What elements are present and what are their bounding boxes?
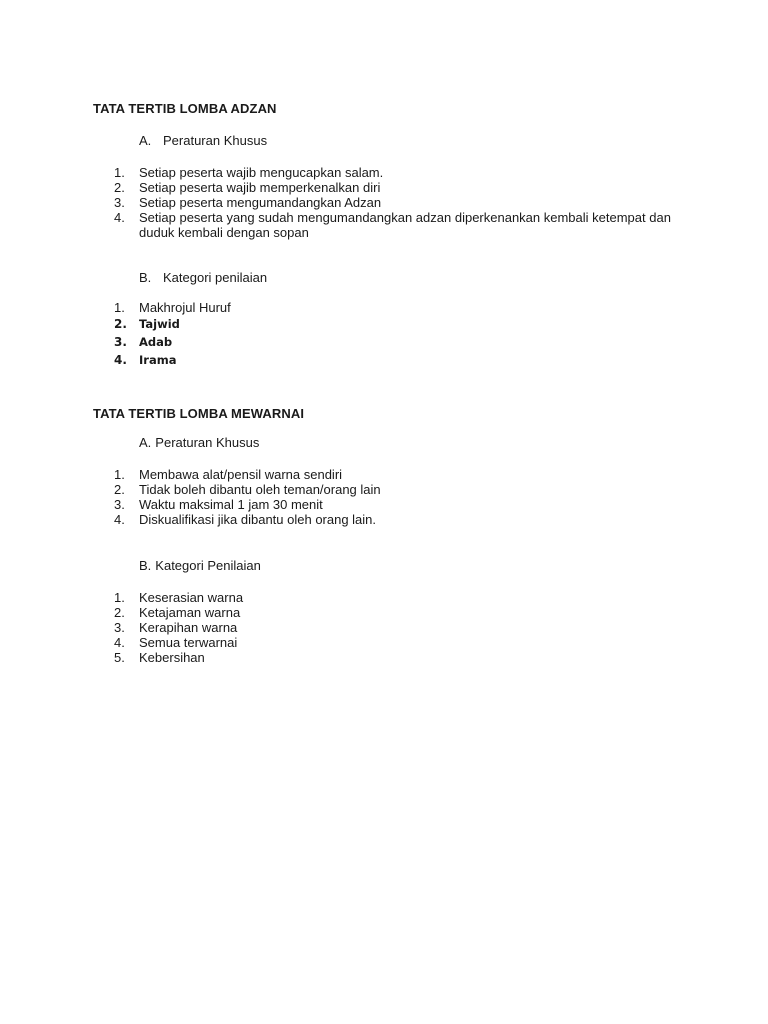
list-number: 3. bbox=[114, 497, 125, 512]
list-text: Setiap peserta mengumandangkan Adzan bbox=[139, 195, 382, 210]
mewarnai-criteria-list bbox=[114, 590, 699, 665]
subheading-label: Peraturan Khusus bbox=[163, 133, 268, 148]
list-item bbox=[114, 180, 699, 195]
list-text: Ketajaman warna bbox=[139, 605, 241, 620]
list-item bbox=[114, 351, 699, 369]
list-item bbox=[114, 590, 699, 605]
list-text: Tajwid bbox=[139, 317, 180, 331]
subheading-letter: A. bbox=[139, 133, 152, 148]
list-number: 1. bbox=[114, 300, 125, 315]
list-item bbox=[114, 650, 699, 665]
list-item bbox=[114, 497, 699, 512]
list-number: 2. bbox=[114, 180, 125, 195]
list-text: Irama bbox=[139, 353, 177, 367]
list-item bbox=[114, 605, 699, 620]
subheading-kategori-penilaian-mewarnai bbox=[139, 558, 261, 573]
list-number: 1. bbox=[114, 590, 125, 605]
list-item bbox=[114, 620, 699, 635]
list-text: Diskualifikasi jika dibantu oleh orang lain. bbox=[139, 512, 377, 527]
list-number: 3. bbox=[114, 620, 125, 635]
list-text: Kebersihan bbox=[139, 650, 205, 665]
list-item bbox=[114, 482, 699, 497]
list-number: 2. bbox=[114, 317, 127, 331]
list-number: 3. bbox=[114, 195, 125, 210]
list-number: 1. bbox=[114, 467, 125, 482]
subheading-peraturan-khusus-adzan bbox=[139, 133, 267, 148]
section-title-adzan: TATA TERTIB LOMBA ADZAN bbox=[93, 101, 277, 116]
list-number: 2. bbox=[114, 605, 125, 620]
subheading-label: Kategori Penilaian bbox=[155, 558, 261, 573]
mewarnai-rules-list bbox=[114, 467, 699, 527]
subheading-letter: B. bbox=[139, 558, 152, 573]
list-text: Keserasian warna bbox=[139, 590, 244, 605]
list-text: Kerapihan warna bbox=[139, 620, 238, 635]
list-number: 2. bbox=[114, 482, 125, 497]
list-text: Makhrojul Huruf bbox=[139, 300, 231, 315]
list-text: Setiap peserta wajib memperkenalkan diri bbox=[139, 180, 381, 195]
list-number: 4. bbox=[114, 635, 125, 650]
list-item bbox=[114, 512, 699, 527]
list-number: 4. bbox=[114, 353, 127, 367]
list-text: Tidak boleh dibantu oleh teman/orang lain bbox=[139, 482, 381, 497]
subheading-letter: B. bbox=[139, 270, 152, 285]
list-number: 3. bbox=[114, 335, 127, 349]
list-text: Waktu maksimal 1 jam 30 menit bbox=[139, 497, 323, 512]
subheading-kategori-penilaian-adzan bbox=[139, 270, 267, 285]
list-text: Semua terwarnai bbox=[139, 635, 238, 650]
adzan-rules-list bbox=[114, 165, 699, 240]
list-number: 4. bbox=[114, 210, 125, 225]
subheading-label: Kategori penilaian bbox=[163, 270, 268, 285]
list-item bbox=[114, 210, 699, 240]
subheading-peraturan-khusus-mewarnai bbox=[139, 435, 259, 450]
list-item bbox=[114, 467, 699, 482]
adzan-criteria-list bbox=[114, 300, 699, 369]
list-number: 1. bbox=[114, 165, 125, 180]
list-text: Membawa alat/pensil warna sendiri bbox=[139, 467, 343, 482]
list-item bbox=[114, 165, 699, 180]
list-number: 4. bbox=[114, 512, 125, 527]
section-title-mewarnai: TATA TERTIB LOMBA MEWARNAI bbox=[93, 406, 305, 421]
list-number: 5. bbox=[114, 650, 125, 665]
list-text: Adab bbox=[139, 335, 173, 349]
subheading-label: Peraturan Khusus bbox=[155, 435, 260, 450]
list-text: Setiap peserta yang sudah mengumandangkan adzan diperkenankan kembali ketempat dan duduk kembali dengan sopan bbox=[139, 210, 671, 240]
list-item bbox=[114, 300, 699, 315]
subheading-letter: A. bbox=[139, 435, 152, 450]
list-item bbox=[114, 195, 699, 210]
list-item bbox=[114, 315, 699, 333]
list-item bbox=[114, 635, 699, 650]
list-text: Setiap peserta wajib mengucapkan salam. bbox=[139, 165, 384, 180]
list-item bbox=[114, 333, 699, 351]
